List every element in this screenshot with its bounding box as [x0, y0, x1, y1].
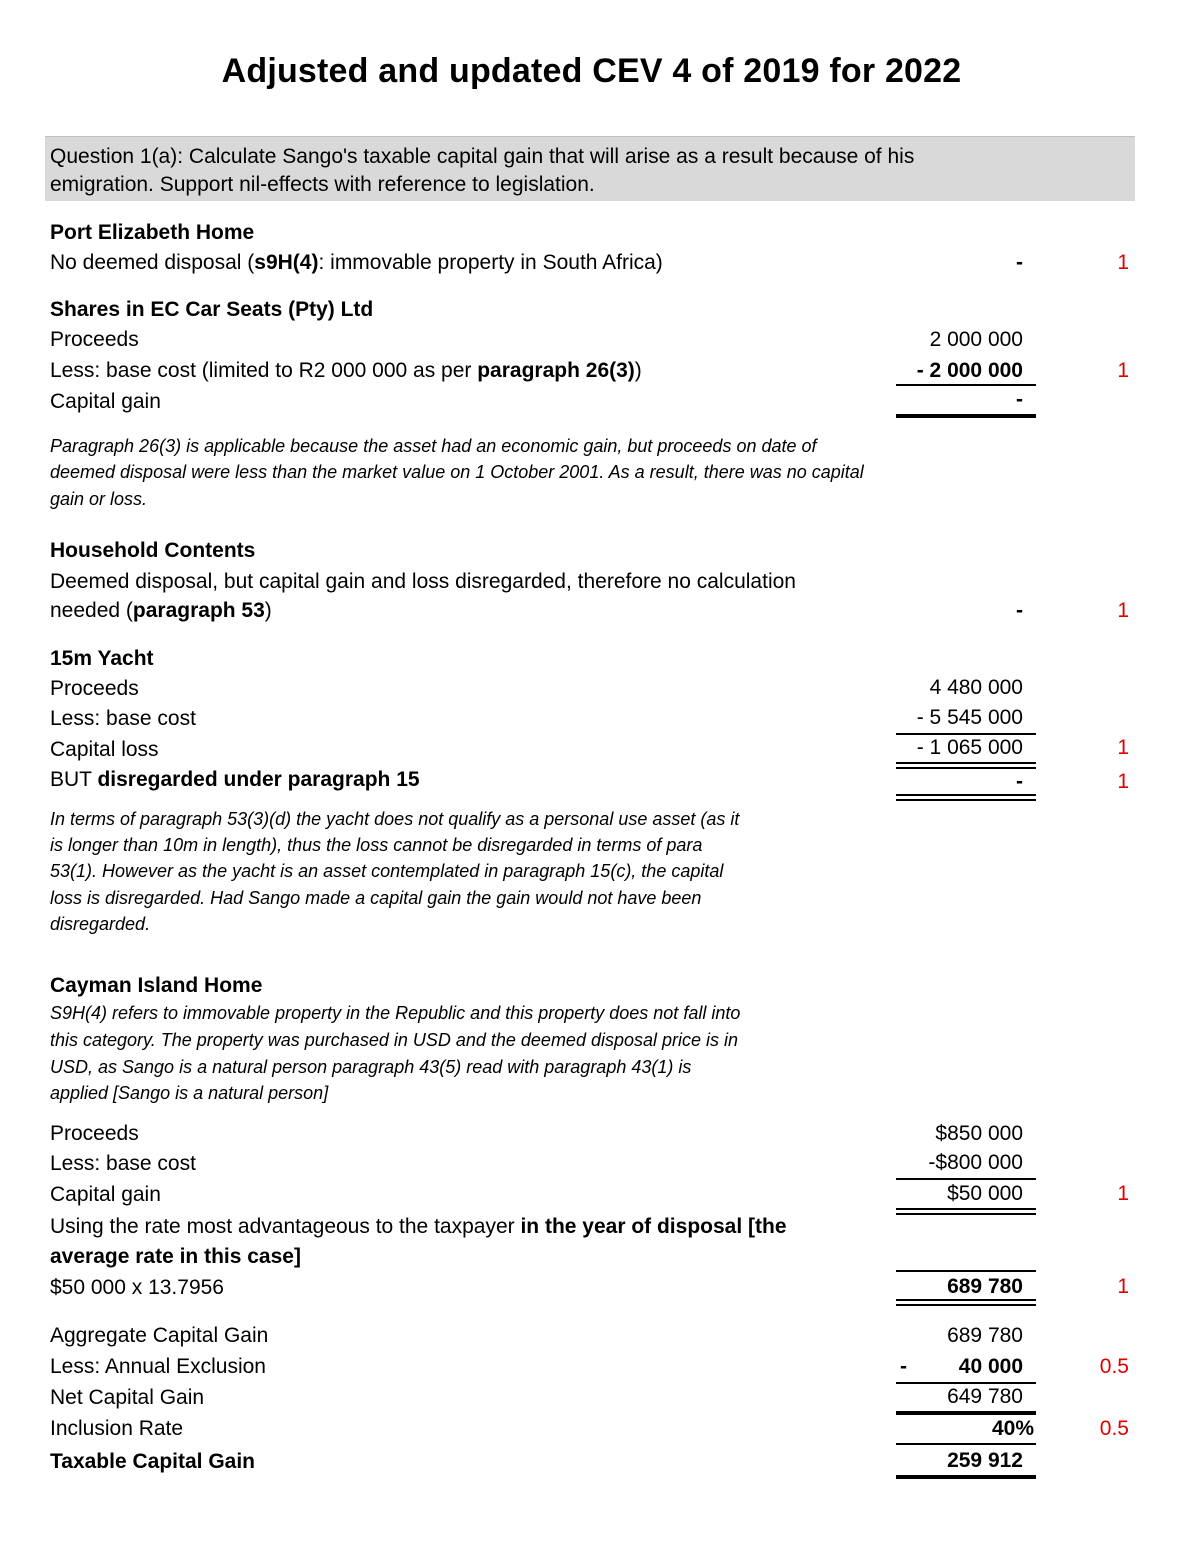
shares-underline: [896, 384, 1036, 386]
yacht-loss-underline-2: [896, 767, 1036, 769]
yacht-loss-underline-1: [896, 762, 1036, 764]
cayman-calc-label: $50 000 x 13.7956: [50, 1276, 224, 1299]
cayman-calc-underline-2: [896, 1304, 1036, 1306]
household-line-1: Deemed disposal, but capital gain and loss disregarded, therefore no calculation: [50, 570, 796, 593]
cayman-note-1: S9H(4) refers to immovable property in the Republic and this property does not fall into: [50, 1003, 741, 1023]
shares-note-1: Paragraph 26(3) is applicable because the asset had an economic gain, but proceeds on date of: [50, 436, 817, 456]
yacht-note-2: is longer than 10m in length), thus the loss cannot be disregarded in terms of para: [50, 835, 703, 855]
net-gain-amount: 649 780: [947, 1385, 1023, 1408]
cayman-calc-underline-1: [896, 1299, 1036, 1301]
cayman-gain-label: Capital gain: [50, 1183, 161, 1206]
cayman-rate-pre: Using the rate most advantageous to the taxpayer: [50, 1215, 521, 1238]
cayman-calc-topline: [896, 1270, 1036, 1272]
exclusion-mark: 0.5: [1099, 1355, 1129, 1378]
shares-base-pre: Less: base cost (limited to R2 000 000 as per: [50, 359, 478, 382]
cayman-gain-mark: 1: [1117, 1182, 1129, 1205]
yacht-loss-label: Capital loss: [50, 738, 159, 761]
cayman-base: -$800 000: [928, 1151, 1023, 1174]
yacht-note-1: In terms of paragraph 53(3)(d) the yacht does not qualify as a personal use asset (as it: [50, 809, 740, 829]
household-mark: 1: [1117, 599, 1129, 622]
cayman-gain-underline-2: [896, 1213, 1036, 1215]
pe-home-text-post: : immovable property in South Africa): [318, 251, 663, 274]
cayman-rate-line-2: average rate in this case]: [50, 1245, 301, 1268]
inclusion-rate: 40%: [991, 1417, 1034, 1440]
pe-home-text: [50, 249, 663, 277]
yacht-base: - 5 545 000: [916, 706, 1023, 729]
household-amount: -: [1016, 599, 1023, 622]
question-text: [50, 143, 914, 199]
cayman-note-3: USD, as Sango is a natural person paragraph 43(5) read with paragraph 43(1) is: [50, 1057, 692, 1077]
cayman-calc: 689 780: [947, 1275, 1023, 1298]
pe-home-text-bold: s9H(4): [254, 251, 319, 274]
yacht-loss-mark: 1: [1117, 736, 1129, 759]
pe-home-text-pre: No deemed disposal (: [50, 251, 255, 274]
question-box: [45, 136, 1135, 201]
exclusion-amount: 40 000: [958, 1355, 1023, 1378]
shares-note-2: deemed disposal were less than the market value on 1 October 2001. As a result, there was no capital: [50, 462, 864, 482]
yacht-proceeds: 4 480 000: [929, 676, 1023, 699]
shares-base-label: [50, 357, 642, 385]
pe-home-amount: -: [1016, 251, 1023, 274]
inclusion-rate-mark: 0.5: [1099, 1417, 1129, 1440]
yacht-note-5: disregarded.: [50, 914, 151, 934]
shares-gain: -: [1016, 388, 1023, 411]
net-gain-label: Net Capital Gain: [50, 1386, 205, 1409]
question-line-1: Question 1(a): Calculate Sango's taxable capital gain that will arise as a result because of his: [50, 145, 915, 168]
exclusion-sign: -: [900, 1355, 907, 1378]
inclusion-rate-underline: [896, 1443, 1036, 1445]
shares-note-3: gain or loss.: [50, 489, 148, 509]
shares-gain-label: Capital gain: [50, 390, 161, 413]
aggregate-amount: 689 780: [947, 1324, 1023, 1347]
yacht-but-pre: BUT: [50, 768, 98, 791]
shares-total-underline: [896, 414, 1036, 418]
shares-base-amount: - 2 000 000: [916, 359, 1023, 382]
taxable-gain-label: Taxable Capital Gain: [50, 1450, 256, 1473]
cayman-note-4: applied [Sango is a natural person]: [50, 1083, 329, 1103]
cayman-proceeds: $850 000: [935, 1122, 1023, 1145]
yacht-total-underline-1: [896, 794, 1036, 796]
inclusion-rate-label: Inclusion Rate: [50, 1417, 184, 1440]
yacht-loss: - 1 065 000: [916, 736, 1023, 759]
cayman-gain: $50 000: [947, 1182, 1023, 1205]
yacht-but-mark: 1: [1117, 770, 1129, 793]
cayman-heading: Cayman Island Home: [50, 974, 263, 997]
cayman-proceeds-label: Proceeds: [50, 1122, 139, 1145]
shares-heading: Shares in EC Car Seats (Pty) Ltd: [50, 298, 374, 321]
question-line-2: emigration. Support nil-effects with reference to legislation.: [50, 173, 595, 196]
yacht-total-underline-2: [896, 799, 1036, 801]
yacht-proceeds-label: Proceeds: [50, 677, 139, 700]
pe-home-heading: Port Elizabeth Home: [50, 221, 255, 244]
yacht-but-amount: -: [1016, 770, 1023, 793]
shares-base-post: ): [634, 359, 642, 382]
cayman-note-2: this category. The property was purchased in USD and the deemed disposal price is in: [50, 1030, 739, 1050]
cayman-rate-line-1: [50, 1213, 787, 1241]
cayman-gain-underline-1: [896, 1208, 1036, 1210]
cayman-base-label: Less: base cost: [50, 1152, 196, 1175]
household-line-2-bold: paragraph 53: [132, 599, 265, 622]
taxable-gain-underline: [896, 1475, 1036, 1479]
aggregate-label: Aggregate Capital Gain: [50, 1324, 269, 1347]
household-heading: Household Contents: [50, 539, 256, 562]
shares-base-bold: paragraph 26(3): [477, 359, 635, 382]
yacht-but-text: [50, 766, 420, 794]
shares-proceeds: 2 000 000: [929, 328, 1023, 351]
household-line-2: [50, 597, 272, 625]
cayman-calc-mark: 1: [1117, 1275, 1129, 1298]
taxable-gain-amount: 259 912: [947, 1449, 1023, 1472]
cayman-rate-bold-1: in the year of disposal [the: [520, 1215, 787, 1238]
yacht-base-label: Less: base cost: [50, 707, 196, 730]
page-title: Adjusted and updated CEV 4 of 2019 for 2022: [221, 52, 962, 90]
yacht-but-bold: disregarded under paragraph 15: [97, 768, 420, 791]
shares-proceeds-label: Proceeds: [50, 328, 139, 351]
exclusion-label: Less: Annual Exclusion: [50, 1355, 266, 1378]
yacht-note-4: loss is disregarded. Had Sango made a capital gain the gain would not have been: [50, 888, 702, 908]
yacht-note-3: 53(1). However as the yacht is an asset contemplated in paragraph 15(c), the capital: [50, 861, 724, 881]
household-line-2-pre: needed (: [50, 599, 133, 622]
shares-base-mark: 1: [1117, 359, 1129, 382]
yacht-heading: 15m Yacht: [50, 647, 154, 670]
pe-home-mark: 1: [1117, 251, 1129, 274]
household-line-2-post: ): [264, 599, 272, 622]
